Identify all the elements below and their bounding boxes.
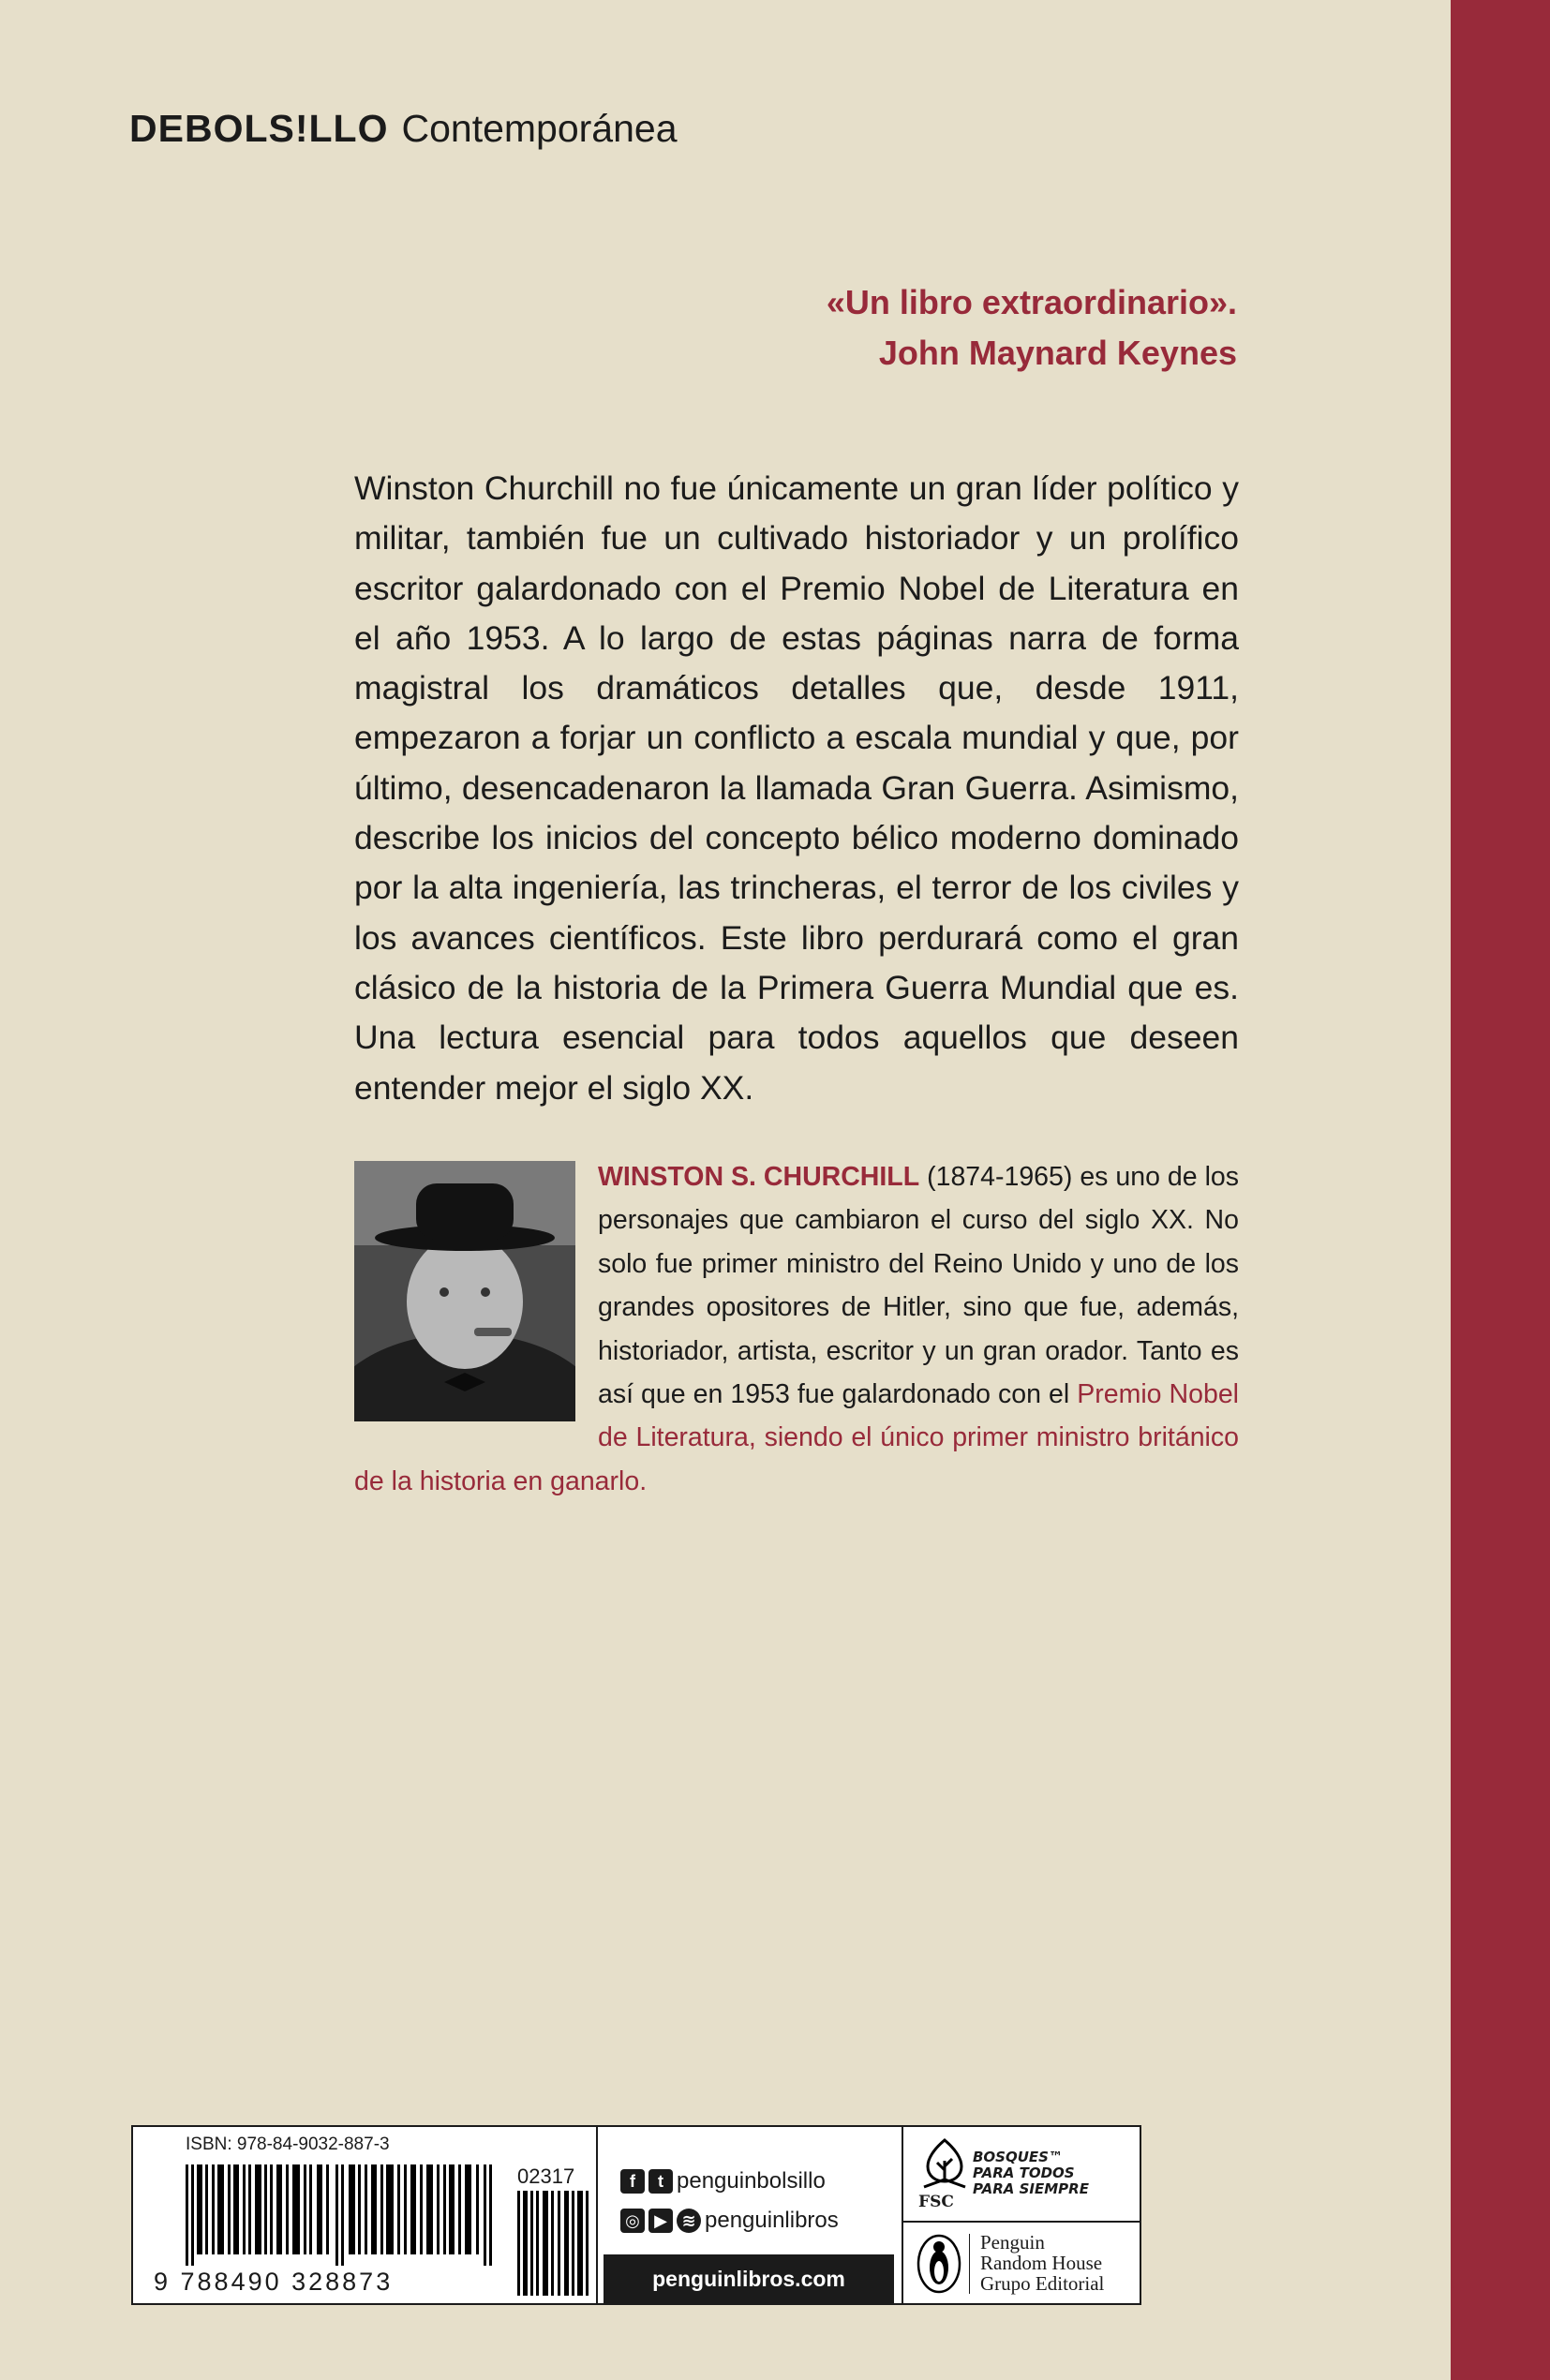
social-row-bolsillo[interactable] bbox=[620, 2164, 900, 2198]
ean-barcode bbox=[186, 2164, 497, 2266]
social-links bbox=[620, 2164, 900, 2243]
ean-digits: 9 788490 328873 bbox=[154, 2268, 394, 2296]
addon-barcode bbox=[517, 2191, 589, 2296]
penguin-icon bbox=[915, 2232, 963, 2296]
author-portrait bbox=[354, 1161, 575, 1421]
publisher-logo bbox=[911, 2230, 1136, 2301]
social-handle-libros: penguinlibros bbox=[705, 2208, 839, 2233]
collection-name: Contemporánea bbox=[401, 107, 678, 150]
author-name: WINSTON S. CHURCHILL bbox=[598, 1162, 920, 1192]
addon-code: 02317 bbox=[517, 2164, 575, 2188]
social-handle-bolsillo: penguinbolsillo bbox=[677, 2168, 826, 2194]
bio-text-highlight: Premio Nobel de Literatura, siendo el único primer ministro británico de la historia en ganarlo. bbox=[354, 1379, 1240, 1496]
youtube-icon: ▶ bbox=[648, 2209, 673, 2233]
quote-text: «Un libro extraordinario». bbox=[826, 283, 1237, 321]
imprint-name: DEBOLS!LLO bbox=[129, 107, 389, 150]
book-spine bbox=[1451, 0, 1550, 2380]
website-link[interactable]: penguinlibros.com bbox=[604, 2254, 894, 2303]
divider bbox=[596, 2127, 598, 2303]
publisher-separator bbox=[969, 2234, 970, 2294]
publisher-name: Penguin Random House Grupo Editorial bbox=[980, 2231, 1105, 2295]
book-description bbox=[354, 464, 1239, 1113]
divider bbox=[902, 2127, 903, 2303]
divider bbox=[903, 2221, 1140, 2223]
twitter-icon: t bbox=[648, 2169, 673, 2194]
blurb-quote bbox=[827, 277, 1237, 379]
isbn-label: ISBN: 978-84-9032-887-3 bbox=[186, 2135, 390, 2154]
fsc-tagline: BOSQUES™ PARA TODOS PARA SIEMPRE bbox=[973, 2149, 1089, 2197]
spotify-icon: ≋ bbox=[677, 2209, 701, 2233]
fsc-label: FSC bbox=[918, 2193, 954, 2211]
description-text: Winston Churchill no fue únicamente un gran líder político y militar, también fue un cultivado historiador y un prolífico escritor galardonado con el Premio Nobel de Literatura en el año 1953. A lo largo de estas páginas narra de forma magistral los dramáticos detalles que, desde 1911, empezaron a forjar un conflicto a escala mundial y que, por último, desencadenaron la llamada Gran Guerra. Asimismo, describe los inicios del concepto bélico moderno dominado por la alta ingeniería, las trincheras, el terror de los civiles y los avances científicos. Este libro perdurará como el gran clásico de la historia de la Primera Guerra Mundial que es. Una lectura esencial para todos aquellos que deseen entender mejor el siglo XX. bbox=[354, 469, 1239, 1107]
author-bio bbox=[354, 1155, 1239, 1503]
instagram-icon: ◎ bbox=[620, 2209, 645, 2233]
imprint-logo bbox=[129, 105, 678, 152]
quote-author: John Maynard Keynes bbox=[878, 334, 1237, 372]
facebook-icon: f bbox=[620, 2169, 645, 2194]
social-row-libros[interactable] bbox=[620, 2204, 900, 2238]
bio-text-main: (1874-1965) es uno de los personajes que cambiaron el curso del siglo XX. No solo fue primer ministro del Reino Unido y uno de los grandes opositores de Hitler, sino que fue, además, historiador, artista, escritor y un gran orador. Tanto es así que en 1953 fue galardonado con el bbox=[598, 1162, 1240, 1410]
back-cover-footer bbox=[131, 2125, 1141, 2305]
fsc-tree-icon bbox=[920, 2138, 969, 2193]
fsc-logo bbox=[918, 2138, 1134, 2213]
